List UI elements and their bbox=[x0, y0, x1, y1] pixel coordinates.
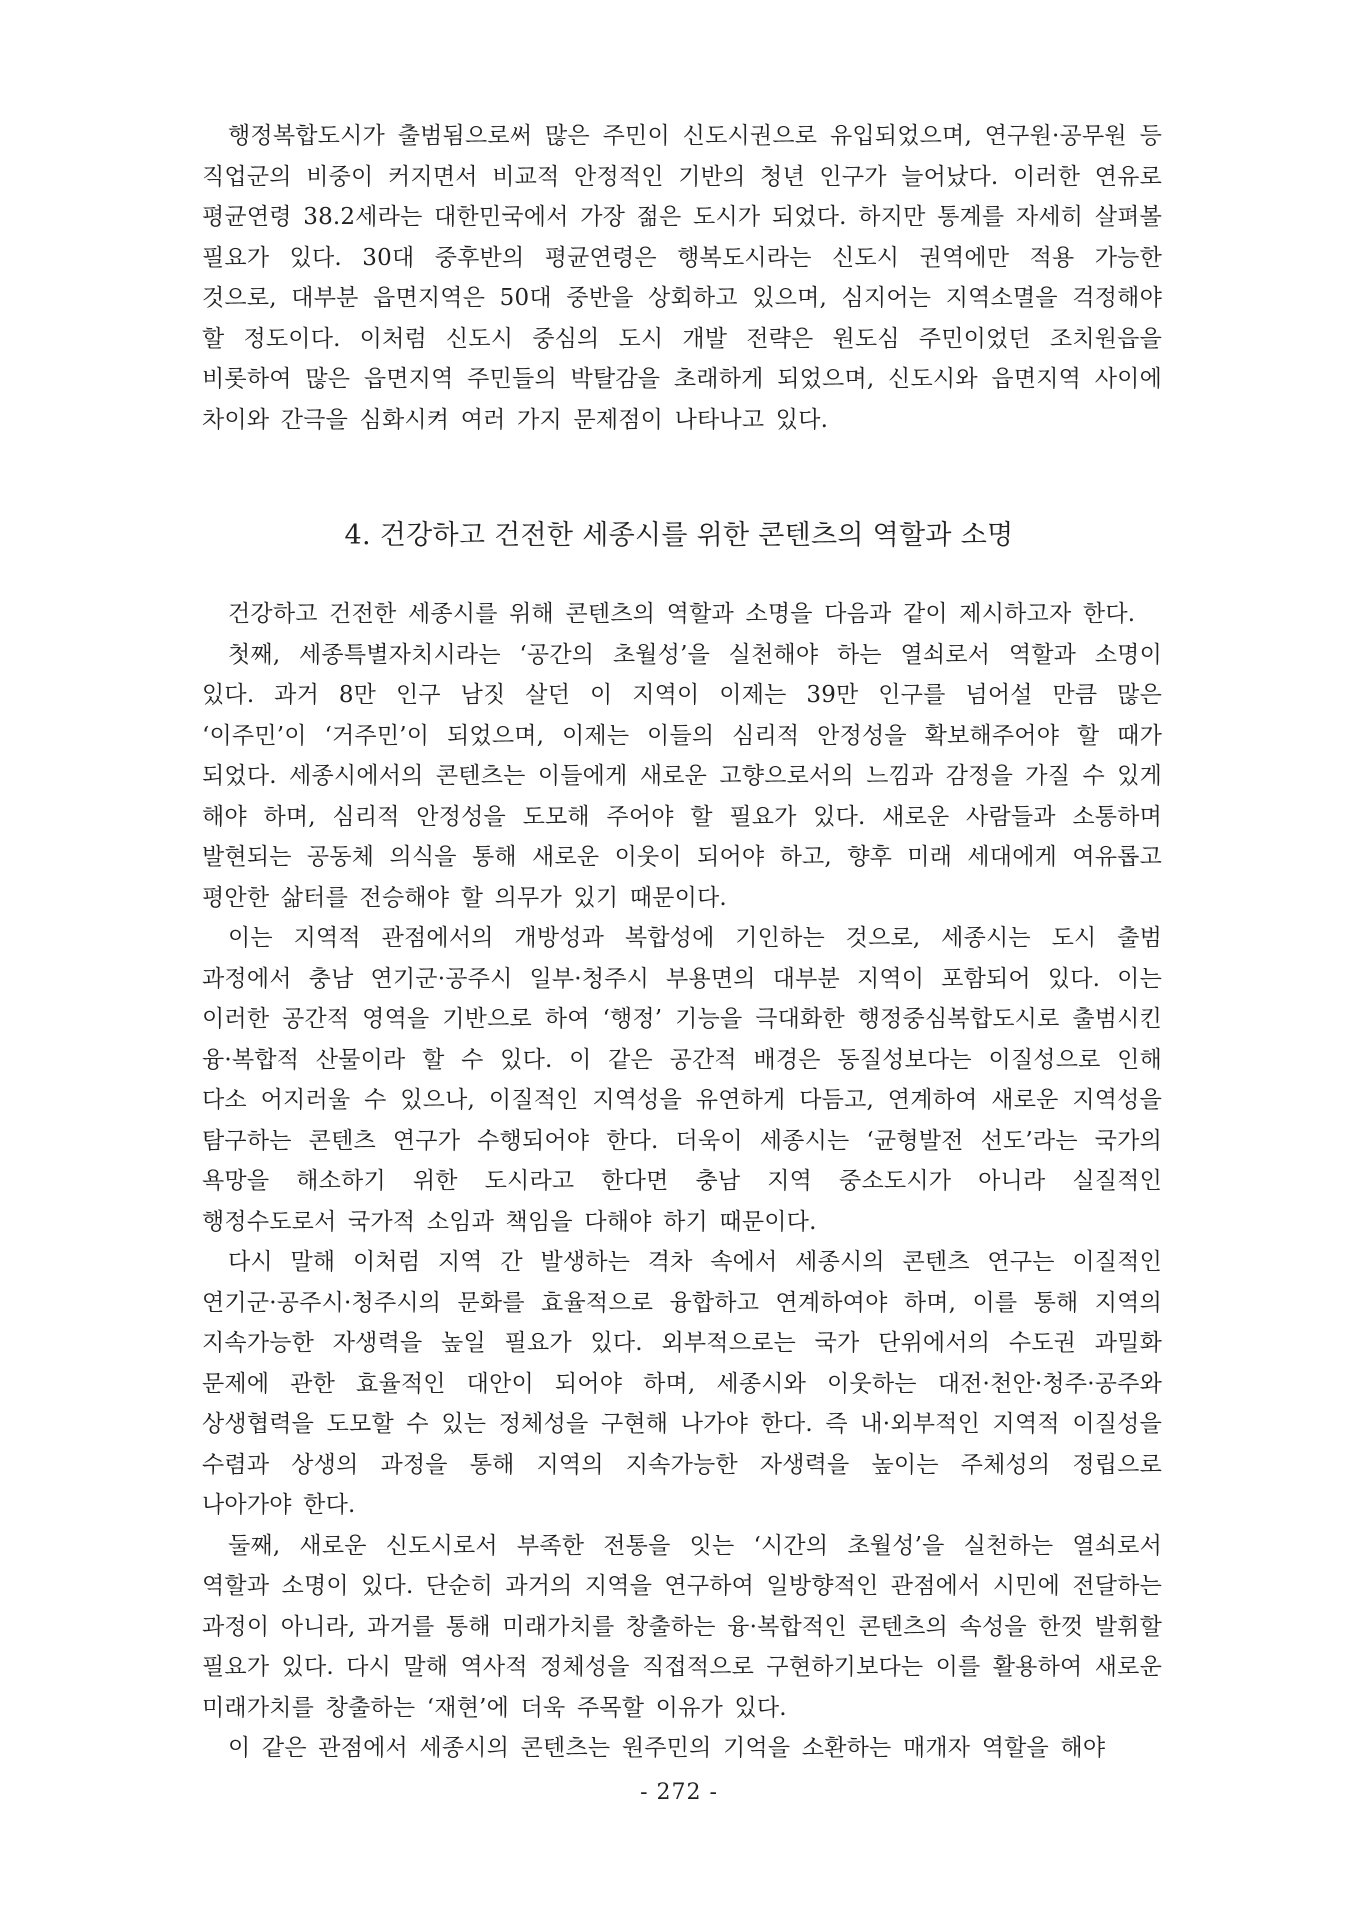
paragraph-continuation: 이 같은 관점에서 세종시의 콘텐츠는 원주민의 기억을 소환하는 매개자 역할을 해야 bbox=[228, 1735, 1106, 1761]
paragraph-regional-openness: 이는 지역적 관점에서의 개방성과 복합성에 기인하는 것으로, 세종시는 도시 출범 과정에서 충남 연기군·공주시 일부·청주시 부용면의 대부분 지역이 포함되어 있다. 이는 이러한 공간적 영역을 기반으로 하여 ‘행정’ 기능을 극대화한 행정중심복합도시로 출범시킨 융·복합적 산물이라 할 수 있다. 이 같은 공간적 배경은 동질성보다는 이질성으로 인해 다소 어지러울 수 있으나, 이질적인 지역성을 유연하게 다듬고, 연계하여 새로운 지역성을 탐구하는 콘텐츠 연구가 수행되어야 한다. 더욱이 세종시는 ‘균형발전 선도’라는 국가의 욕망을 해소하기 위한 도시라고 한다면 충남 지역 중소도시가 아니라 실질적인 행정수도로서 국가적 소임과 책임을 다해야 하기 때문이다. bbox=[202, 925, 1162, 1235]
page-number: - 272 - bbox=[640, 1780, 718, 1805]
intro-text-block bbox=[202, 116, 1162, 440]
paragraph-second-point: 둘째, 새로운 신도시로서 부족한 전통을 잇는 ‘시간의 초월성’을 실천하는 열쇠로서 역할과 소명이 있다. 단순히 과거의 지역을 연구하여 일방향적인 관점에서 시민에 전달하는 과정이 아니라, 과거를 통해 미래가치를 창출하는 융·복합적인 콘텐츠의 속성을 한껏 발휘할 필요가 있다. 다시 말해 역사적 정체성을 직접적으로 구현하기보다는 이를 활용하여 새로운 미래가치를 창출하는 ‘재현’에 더욱 주목할 이유가 있다. bbox=[202, 1532, 1162, 1721]
paragraph-first-point: 첫째, 세종특별자치시라는 ‘공간의 초월성’을 실천해야 하는 열쇠로서 역할과 소명이 있다. 과거 8만 인구 남짓 살던 이 지역이 이제는 39만 인구를 넘어설 만큼 많은 ‘이주민’이 ‘거주민’이 되었으며, 이제는 이들의 심리적 안정성을 확보해주어야 할 때가 되었다. 세종시에서의 콘텐츠는 이들에게 새로운 고향으로서의 느낌과 감정을 가질 수 있게 해야 하며, 심리적 안정성을 도모해 주어야 할 필요가 있다. 새로운 사람들과 소통하며 발현되는 공동체 의식을 통해 새로운 이웃이 되어야 하고, 향후 미래 세대에게 여유롭고 평안한 삶터를 전승해야 할 의무가 있기 때문이다. bbox=[202, 641, 1162, 911]
paragraph-summary: 건강하고 건전한 세종시를 위해 콘텐츠의 역할과 소명을 다음과 같이 제시하고자 한다. bbox=[228, 601, 1136, 627]
intro-paragraph: 행정복합도시가 출범됨으로써 많은 주민이 신도시권으로 유입되었으며, 연구원·공무원 등 직업군의 비중이 커지면서 비교적 안정적인 기반의 청년 인구가 늘어났다. 이러한 연유로 평균연령 38.2세라는 대한민국에서 가장 젊은 도시가 되었다. 하지만 통계를 자세히 살펴볼 필요가 있다. 30대 중후반의 평균연령은 행복도시라는 신도시 권역에만 적용 가능한 것으로, 대부분 읍면지역은 50대 중반을 상회하고 있으며, 심지어는 지역소멸을 걱정해야 할 정도이다. 이처럼 신도시 중심의 도시 개발 전략은 원도심 주민이었던 조치원읍을 비롯하여 많은 읍면지역 주민들의 박탈감을 초래하게 되었으며, 신도시와 읍면지역 사이에 차이와 간극을 심화시켜 여러 가지 문제점이 나타나고 있다. bbox=[202, 123, 1162, 433]
paragraph-regional-gap: 다시 말해 이처럼 지역 간 발생하는 격차 속에서 세종시의 콘텐츠 연구는 이질적인 연기군·공주시·청주시의 문화를 효율적으로 융합하고 연계하여야 하며, 이를 통해 지역의 지속가능한 자생력을 높일 필요가 있다. 외부적으로는 국가 단위에서의 수도권 과밀화 문제에 관한 효율적인 대안이 되어야 하며, 세종시와 이웃하는 대전·천안·청주·공주와 상생협력을 도모할 수 있는 정체성을 구현해 나가야 한다. 즉 내·외부적인 지역적 이질성을 수렴과 상생의 과정을 통해 지역의 지속가능한 자생력을 높이는 주체성의 정립으로 나아가야 한다. bbox=[202, 1249, 1162, 1518]
main-text-block bbox=[202, 594, 1162, 1769]
section-heading: 4. 건강하고 건전한 세종시를 위한 콘텐츠의 역할과 소명 bbox=[344, 520, 1014, 551]
